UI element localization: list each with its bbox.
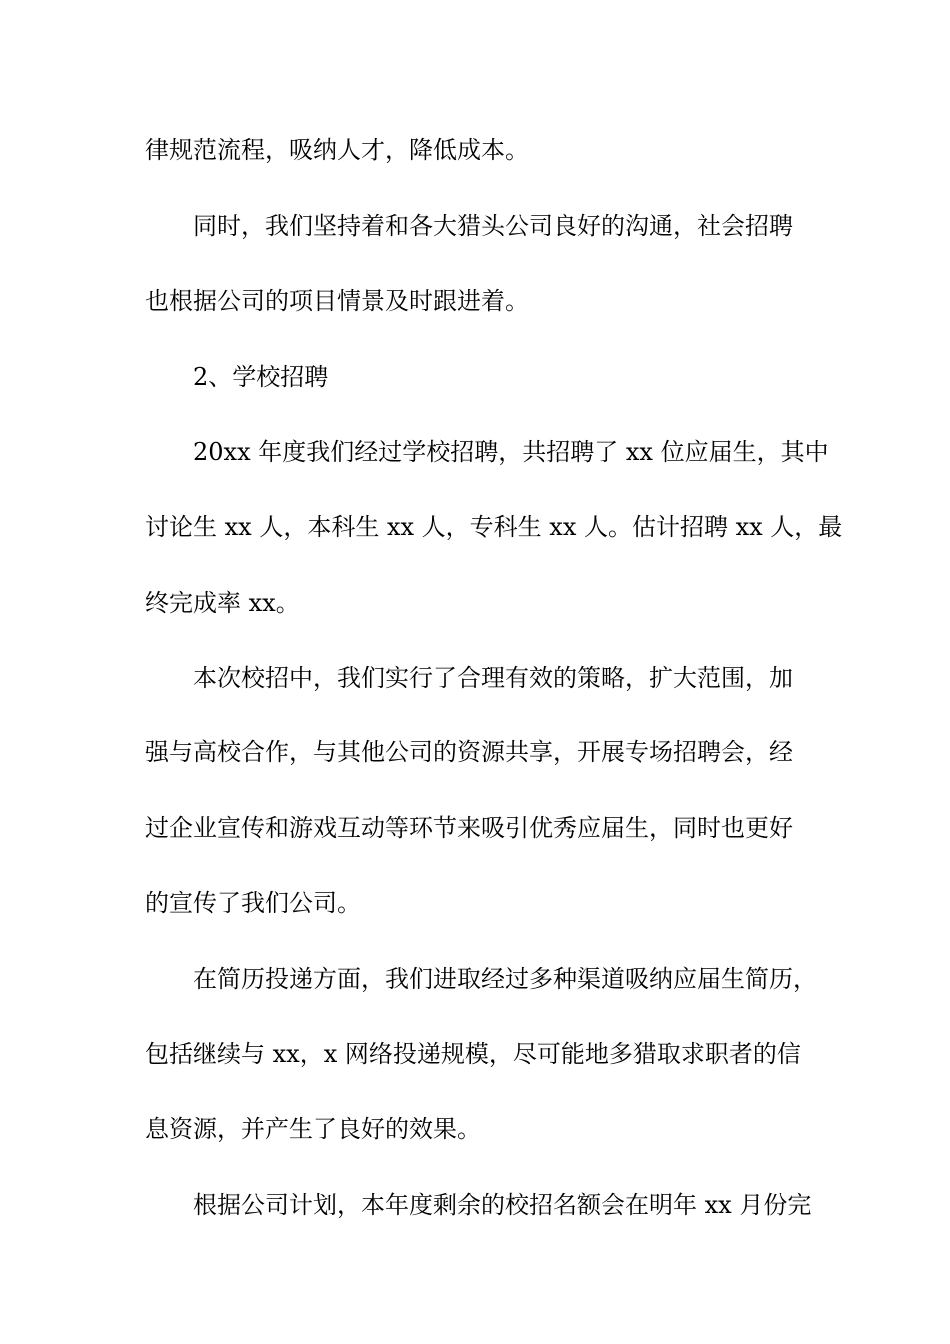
text-line: 也根据公司的项目情景及时跟进着。 xyxy=(145,287,529,315)
section-heading: 2、学校招聘 xyxy=(193,363,329,391)
paragraph-first-line: 本次校招中，我们实行了合理有效的策略，扩大范围，加 xyxy=(193,664,793,692)
text-line: 强与高校合作，与其他公司的资源共享，开展专场招聘会，经 xyxy=(145,738,793,766)
text-line: 终完成率 xx。 xyxy=(145,589,300,617)
text-line: 讨论生 xx 人，本科生 xx 人，专科生 xx 人。估计招聘 xx 人，最 xyxy=(145,513,843,541)
text-line: 息资源，并产生了良好的效果。 xyxy=(145,1115,481,1143)
paragraph-first-line: 根据公司计划，本年度剩余的校招名额会在明年 xx 月份完 xyxy=(193,1191,812,1219)
text-line: 律规范流程，吸纳人才，降低成本。 xyxy=(145,136,529,164)
paragraph-first-line: 20xx 年度我们经过学校招聘，共招聘了 xx 位应届生，其中 xyxy=(193,438,829,466)
text-line: 过企业宣传和游戏互动等环节来吸引优秀应届生，同时也更好 xyxy=(145,814,793,842)
paragraph-first-line: 同时，我们坚持着和各大猎头公司良好的沟通，社会招聘 xyxy=(193,212,793,240)
paragraph-first-line: 在简历投递方面，我们进取经过多种渠道吸纳应届生简历， xyxy=(193,965,817,993)
text-line: 的宣传了我们公司。 xyxy=(145,889,361,917)
text-line: 包括继续与 xx，x 网络投递规模，尽可能地多猎取求职者的信 xyxy=(145,1040,801,1068)
